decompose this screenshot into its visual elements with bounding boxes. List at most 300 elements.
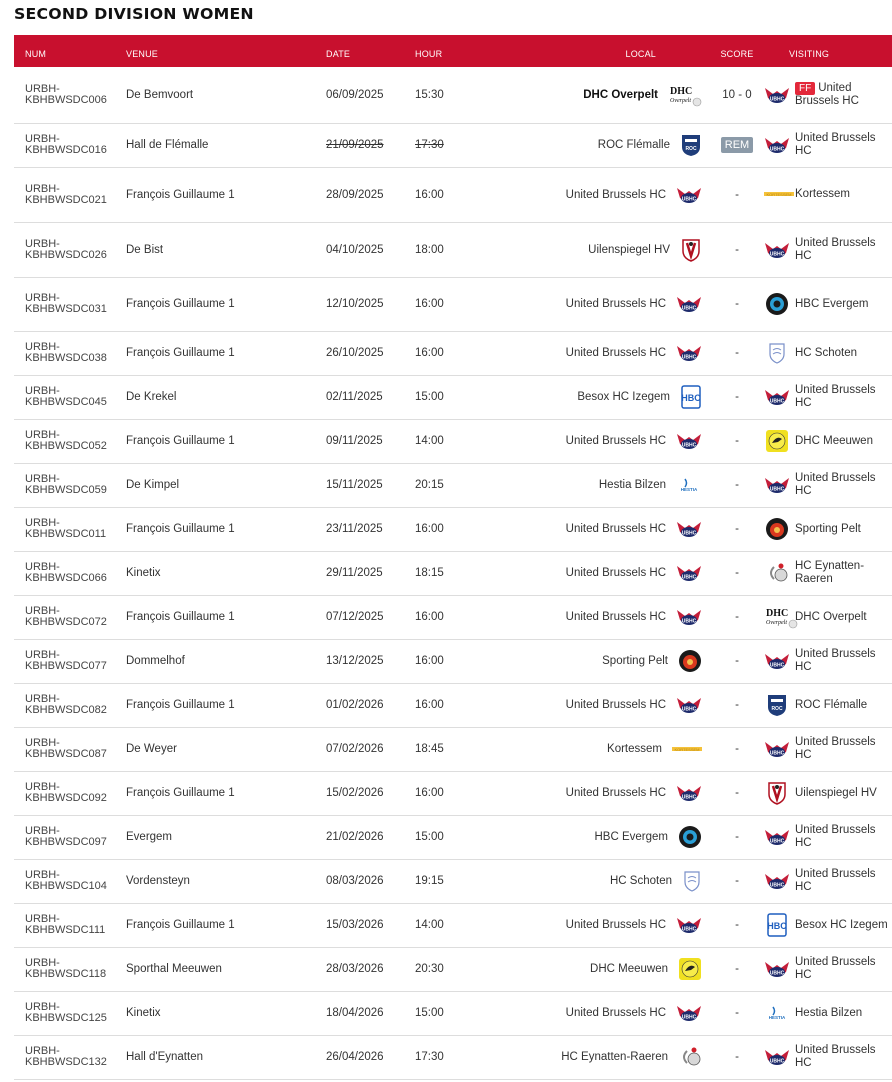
match-date: 21/09/2025 <box>326 139 384 151</box>
visiting-team-name[interactable]: United Brussels HC <box>795 648 876 673</box>
cell-visiting <box>789 683 892 727</box>
cell-date <box>326 903 415 947</box>
cell-num <box>14 903 126 947</box>
cell-visiting-logo <box>764 551 789 595</box>
local-team-name[interactable]: United Brussels HC <box>565 699 666 712</box>
cell-score <box>710 947 764 991</box>
local-team-name[interactable]: United Brussels HC <box>565 567 666 580</box>
cell-venue <box>126 815 326 859</box>
cell-visiting <box>789 331 892 375</box>
cell-hour <box>415 595 478 639</box>
cell-visiting-logo <box>764 1035 789 1079</box>
table-row[interactable] <box>14 595 892 639</box>
hc-eynatten-raeren-logo <box>765 562 789 584</box>
visiting-team-name[interactable]: Besox HC Izegem <box>795 918 888 931</box>
cell-visiting-logo <box>764 859 789 903</box>
match-score: - <box>735 831 739 843</box>
match-date: 07/12/2025 <box>326 611 384 623</box>
cell-local <box>478 419 710 463</box>
column-header-date: DATE <box>326 49 351 59</box>
match-hour: 14:00 <box>415 435 444 447</box>
table-row[interactable] <box>14 815 892 859</box>
match-score: - <box>735 787 739 799</box>
match-hour: 20:15 <box>415 479 444 491</box>
match-score: - <box>735 1007 739 1019</box>
match-num-prefix: URBH- <box>25 693 60 705</box>
match-num-code: KBHBWSDC097 <box>25 836 107 848</box>
cell-visiting-logo <box>764 67 789 123</box>
venue-name: Kinetix <box>126 1007 161 1019</box>
united-brussels-hc-logo <box>764 85 790 105</box>
cell-visiting-logo <box>764 727 789 771</box>
cell-local <box>478 507 710 551</box>
match-date: 21/02/2026 <box>326 831 384 843</box>
cell-visiting-logo <box>764 815 789 859</box>
local-team-name[interactable]: HC Eynatten-Raeren <box>561 1051 668 1064</box>
cell-date <box>326 463 415 507</box>
match-hour: 16:00 <box>415 347 444 359</box>
match-num-code: KBHBWSDC104 <box>25 880 107 892</box>
cell-venue <box>126 277 326 331</box>
cell-visiting <box>789 463 892 507</box>
venue-name: Dommelhof <box>126 655 185 667</box>
match-num-code: KBHBWSDC077 <box>25 660 107 672</box>
visiting-team-name[interactable]: United Brussels HC <box>795 472 876 497</box>
visiting-team-name[interactable]: United Brussels HC <box>795 1044 876 1069</box>
cell-venue <box>126 947 326 991</box>
hestia-bilzen-logo <box>676 477 702 493</box>
match-score: - <box>735 347 739 359</box>
local-team-name[interactable]: United Brussels HC <box>565 347 666 360</box>
match-date: 09/11/2025 <box>326 435 383 447</box>
match-num-code: KBHBWSDC072 <box>25 616 107 628</box>
local-team-name[interactable]: United Brussels HC <box>565 787 666 800</box>
visiting-team-name[interactable]: HC Eynatten-Raeren <box>795 560 865 585</box>
cell-num <box>14 551 126 595</box>
table-row[interactable] <box>14 947 892 991</box>
cell-venue <box>126 123 326 167</box>
cell-date <box>326 859 415 903</box>
cell-date <box>326 551 415 595</box>
svg-text:UBHC: UBHC <box>681 706 697 713</box>
visiting-team-name[interactable]: ROC Flémalle <box>795 698 868 711</box>
cell-date <box>326 595 415 639</box>
venue-name: François Guillaume 1 <box>126 298 235 310</box>
cell-score <box>710 167 764 222</box>
cell-hour <box>415 639 478 683</box>
venue-name: De Krekel <box>126 391 177 403</box>
cell-local <box>478 277 710 331</box>
match-date: 06/09/2025 <box>326 88 384 101</box>
united-brussels-hc-logo <box>764 240 790 260</box>
table-row[interactable] <box>14 727 892 771</box>
united-brussels-hc-logo <box>676 185 702 205</box>
united-brussels-hc-logo <box>764 1047 790 1067</box>
cell-venue <box>126 551 326 595</box>
local-team-name[interactable]: Besox HC Izegem <box>577 391 670 404</box>
venue-name: De Bemvoort <box>126 88 194 101</box>
visiting-team-name[interactable]: Uilenspiegel HV <box>795 786 877 799</box>
cell-venue <box>126 375 326 419</box>
venue-name: François Guillaume 1 <box>126 787 235 799</box>
united-brussels-hc-logo <box>676 431 702 451</box>
table-row[interactable] <box>14 167 892 222</box>
kortessem-logo <box>764 188 794 200</box>
visiting-team-name[interactable]: DHC Meeuwen <box>795 434 873 447</box>
cell-visiting <box>789 67 892 123</box>
cell-visiting-logo <box>764 991 789 1035</box>
cell-visiting <box>789 639 892 683</box>
svg-text:UBHC: UBHC <box>769 398 785 405</box>
united-brussels-hc-logo <box>764 739 790 759</box>
match-hour: 20:30 <box>415 963 444 975</box>
cell-venue <box>126 595 326 639</box>
svg-text:Overpelt: Overpelt <box>670 97 691 104</box>
local-team-name[interactable]: Sporting Pelt <box>602 655 668 668</box>
match-score: - <box>735 298 739 310</box>
table-row[interactable] <box>14 419 892 463</box>
hc-schoten-logo <box>682 870 702 892</box>
match-score: - <box>735 523 739 535</box>
hbc-evergem-logo <box>678 825 702 849</box>
venue-name: François Guillaume 1 <box>126 611 235 623</box>
cell-visiting-logo <box>764 683 789 727</box>
svg-text:KORTESSEM: KORTESSEM <box>766 192 792 198</box>
table-body <box>14 67 892 1079</box>
united-brussels-hc-logo <box>676 695 702 715</box>
cell-num <box>14 727 126 771</box>
cell-visiting <box>789 947 892 991</box>
cell-hour <box>415 727 478 771</box>
local-team-name[interactable]: HC Schoten <box>609 875 672 888</box>
cell-num <box>14 947 126 991</box>
united-brussels-hc-logo <box>764 871 790 891</box>
local-team-name[interactable]: United Brussels HC <box>565 298 666 311</box>
cell-visiting <box>789 507 892 551</box>
match-num-prefix: URBH- <box>25 649 60 661</box>
local-team-name[interactable]: United Brussels HC <box>565 919 666 932</box>
table-row[interactable] <box>14 507 892 551</box>
cell-hour <box>415 991 478 1035</box>
table-row[interactable] <box>14 375 892 419</box>
cell-visiting-logo <box>764 123 789 167</box>
cell-venue <box>126 683 326 727</box>
cell-venue <box>126 331 326 375</box>
local-team-name[interactable]: Hestia Bilzen <box>598 479 666 492</box>
cell-visiting <box>789 771 892 815</box>
visiting-team-name[interactable]: United Brussels HC <box>795 81 859 107</box>
cell-num <box>14 167 126 222</box>
cell-visiting <box>789 815 892 859</box>
local-team-name[interactable]: Kortessem <box>607 743 662 756</box>
cell-venue <box>126 771 326 815</box>
cell-num <box>14 123 126 167</box>
cell-hour <box>415 222 478 277</box>
cell-score <box>710 859 764 903</box>
hc-schoten-logo <box>767 342 787 364</box>
svg-text:UBHC: UBHC <box>681 1014 697 1021</box>
match-hour: 16:00 <box>415 655 444 667</box>
local-team-name[interactable]: United Brussels HC <box>565 435 666 448</box>
visiting-team-name[interactable]: HBC Evergem <box>795 297 869 310</box>
cell-hour <box>415 123 478 167</box>
match-hour: 17:30 <box>415 139 444 151</box>
cell-num <box>14 277 126 331</box>
match-score: - <box>735 963 739 975</box>
cell-hour <box>415 947 478 991</box>
match-hour: 15:00 <box>415 391 444 403</box>
match-hour: 16:00 <box>415 188 444 201</box>
cell-date <box>326 815 415 859</box>
match-num-code: KBHBWSDC092 <box>25 792 107 804</box>
cell-visiting-logo <box>764 463 789 507</box>
match-num-prefix: URBH- <box>25 182 60 195</box>
table-row[interactable] <box>14 123 892 167</box>
match-date: 01/02/2026 <box>326 699 384 711</box>
match-num-code: KBHBWSDC066 <box>25 572 107 584</box>
united-brussels-hc-logo <box>764 387 790 407</box>
cell-score <box>710 551 764 595</box>
svg-text:UBHC: UBHC <box>769 1058 785 1065</box>
cell-venue <box>126 1035 326 1079</box>
table-row[interactable] <box>14 991 892 1035</box>
united-brussels-hc-logo <box>764 827 790 847</box>
table-row[interactable] <box>14 771 892 815</box>
match-num-code: KBHBWSDC026 <box>25 248 107 261</box>
cell-hour <box>415 859 478 903</box>
svg-text:UBHC: UBHC <box>769 486 785 493</box>
table-row[interactable] <box>14 551 892 595</box>
match-score: 10 - 0 <box>722 88 752 101</box>
table-row[interactable] <box>14 859 892 903</box>
table-row[interactable] <box>14 683 892 727</box>
cell-visiting <box>789 1035 892 1079</box>
local-team-name[interactable]: United Brussels HC <box>565 1007 666 1020</box>
cell-visiting-logo <box>764 639 789 683</box>
local-team-name[interactable]: United Brussels HC <box>565 188 666 201</box>
cell-local <box>478 859 710 903</box>
match-hour: 18:45 <box>415 743 444 755</box>
cell-venue <box>126 167 326 222</box>
match-date: 23/11/2025 <box>326 523 383 535</box>
match-hour: 19:15 <box>415 875 444 887</box>
match-date: 02/11/2025 <box>326 391 383 403</box>
venue-name: Kinetix <box>126 567 161 579</box>
cell-visiting <box>789 419 892 463</box>
cell-visiting-logo <box>764 375 789 419</box>
cell-score <box>710 1035 764 1079</box>
united-brussels-hc-logo <box>764 651 790 671</box>
venue-name: Hall de Flémalle <box>126 139 209 151</box>
cell-local <box>478 947 710 991</box>
table-row[interactable] <box>14 67 892 123</box>
cell-score <box>710 419 764 463</box>
visiting-team-name[interactable]: Hestia Bilzen <box>795 1006 863 1019</box>
table-row[interactable] <box>14 222 892 277</box>
local-team-name[interactable]: United Brussels HC <box>565 523 666 536</box>
match-num-code: KBHBWSDC011 <box>25 528 107 540</box>
match-num-prefix: URBH- <box>25 1045 60 1057</box>
match-hour: 15:30 <box>415 88 444 101</box>
match-num-code: KBHBWSDC082 <box>25 704 107 716</box>
cell-visiting <box>789 859 892 903</box>
cell-local <box>478 727 710 771</box>
cell-venue <box>126 463 326 507</box>
cell-hour <box>415 771 478 815</box>
cell-local <box>478 123 710 167</box>
visiting-team-name[interactable]: DHC Overpelt <box>795 610 867 623</box>
match-date: 04/10/2025 <box>326 243 384 256</box>
svg-text:UBHC: UBHC <box>681 196 697 202</box>
table-row[interactable] <box>14 331 892 375</box>
table-row[interactable] <box>14 277 892 331</box>
svg-text:HBC: HBC <box>766 921 787 931</box>
roc-flemalle-logo <box>680 133 702 157</box>
match-score: - <box>735 479 739 491</box>
table-row[interactable] <box>14 1035 892 1079</box>
cell-hour <box>415 375 478 419</box>
cell-local <box>478 595 710 639</box>
visiting-team-name[interactable]: United Brussels HC <box>795 236 876 262</box>
match-num-prefix: URBH- <box>25 913 60 925</box>
match-date: 26/10/2025 <box>326 347 384 359</box>
match-num-prefix: URBH- <box>25 781 60 793</box>
svg-text:KORTESSEM: KORTESSEM <box>674 746 700 752</box>
united-brussels-hc-logo <box>676 294 702 314</box>
table-row[interactable] <box>14 639 892 683</box>
uilenspiegel-hv-logo <box>766 781 788 805</box>
uilenspiegel-hv-logo <box>680 238 702 262</box>
match-date: 08/03/2026 <box>326 875 384 887</box>
cell-local <box>478 167 710 222</box>
united-brussels-hc-logo <box>764 959 790 979</box>
cell-date <box>326 683 415 727</box>
cell-visiting-logo <box>764 507 789 551</box>
cell-venue <box>126 859 326 903</box>
cell-hour <box>415 277 478 331</box>
dhc-overpelt-logo <box>764 605 798 629</box>
dhc-meeuwen-logo <box>765 429 789 453</box>
besox-hc-izegem-logo <box>680 385 702 409</box>
match-num-code: KBHBWSDC006 <box>25 93 107 106</box>
local-team-name[interactable]: Uilenspiegel HV <box>588 243 670 256</box>
svg-text:UBHC: UBHC <box>681 442 697 449</box>
visiting-team-name[interactable]: Sporting Pelt <box>795 522 861 535</box>
match-num-prefix: URBH- <box>25 429 60 441</box>
cell-date <box>326 771 415 815</box>
cell-num <box>14 67 126 123</box>
venue-name: François Guillaume 1 <box>126 699 235 711</box>
svg-text:ROC: ROC <box>770 706 783 712</box>
local-team-name[interactable]: HBC Evergem <box>594 831 668 844</box>
cell-num <box>14 815 126 859</box>
match-score: - <box>735 567 739 579</box>
united-brussels-hc-logo <box>676 783 702 803</box>
cell-hour <box>415 67 478 123</box>
match-num-code: KBHBWSDC118 <box>25 968 107 980</box>
visiting-team-name[interactable]: United Brussels HC <box>795 956 876 981</box>
visiting-team-name[interactable]: United Brussels HC <box>795 868 876 893</box>
match-hour: 16:00 <box>415 611 444 623</box>
cell-num <box>14 639 126 683</box>
match-score: - <box>735 919 739 931</box>
venue-name: De Bist <box>126 243 164 256</box>
cell-num <box>14 419 126 463</box>
visiting-team-name[interactable]: United Brussels HC <box>795 132 876 157</box>
visiting-team-name[interactable]: United Brussels HC <box>795 384 876 409</box>
visiting-team-name[interactable]: United Brussels HC <box>795 736 876 761</box>
match-score: - <box>735 743 739 755</box>
cell-hour <box>415 331 478 375</box>
match-num-prefix: URBH- <box>25 605 60 617</box>
cell-visiting <box>789 903 892 947</box>
besox-hc-izegem-logo <box>766 913 788 937</box>
cell-num <box>14 859 126 903</box>
cell-hour <box>415 507 478 551</box>
local-team-name[interactable]: DHC Overpelt <box>583 88 658 101</box>
match-date: 18/04/2026 <box>326 1007 384 1019</box>
table-header-row <box>14 35 892 67</box>
match-num-prefix: URBH- <box>25 737 60 749</box>
local-team-name[interactable]: ROC Flémalle <box>597 139 670 152</box>
cell-score <box>710 595 764 639</box>
svg-text:UBHC: UBHC <box>769 146 785 153</box>
table-row[interactable] <box>14 463 892 507</box>
match-hour: 16:00 <box>415 298 444 310</box>
svg-text:Overpelt: Overpelt <box>766 620 787 626</box>
cell-score <box>710 815 764 859</box>
match-num-code: KBHBWSDC038 <box>25 352 107 364</box>
svg-text:UBHC: UBHC <box>681 926 697 933</box>
cell-score <box>710 277 764 331</box>
table-row[interactable] <box>14 903 892 947</box>
local-team-name[interactable]: United Brussels HC <box>565 611 666 624</box>
local-team-name[interactable]: DHC Meeuwen <box>590 963 668 976</box>
cell-hour <box>415 167 478 222</box>
match-num-prefix: URBH- <box>25 473 60 485</box>
united-brussels-hc-logo <box>764 475 790 495</box>
cell-hour <box>415 683 478 727</box>
cell-score <box>710 331 764 375</box>
match-hour: 18:15 <box>415 567 444 579</box>
match-date: 28/03/2026 <box>326 963 384 975</box>
match-num-code: KBHBWSDC045 <box>25 396 107 408</box>
match-num-prefix: URBH- <box>25 561 60 573</box>
visiting-team-name[interactable]: HC Schoten <box>795 346 858 359</box>
venue-name: François Guillaume 1 <box>126 347 235 359</box>
cell-visiting-logo <box>764 167 792 222</box>
match-date: 26/04/2026 <box>326 1051 384 1063</box>
cell-local <box>478 903 710 947</box>
cell-visiting-logo <box>764 947 789 991</box>
visiting-team-name[interactable]: Kortessem <box>795 188 850 200</box>
svg-text:UBHC: UBHC <box>769 662 785 669</box>
cell-num <box>14 595 126 639</box>
cell-local <box>478 815 710 859</box>
svg-text:UBHC: UBHC <box>769 251 785 257</box>
svg-text:HESTIA: HESTIA <box>768 1015 786 1020</box>
match-score: - <box>735 391 739 403</box>
visiting-team-name[interactable]: United Brussels HC <box>795 824 876 849</box>
cell-num <box>14 1035 126 1079</box>
svg-text:UBHC: UBHC <box>769 750 785 757</box>
match-num-code: KBHBWSDC059 <box>25 484 107 496</box>
cell-local <box>478 1035 710 1079</box>
cell-date <box>326 222 415 277</box>
cell-date <box>326 727 415 771</box>
cell-date <box>326 507 415 551</box>
cell-venue <box>126 903 326 947</box>
